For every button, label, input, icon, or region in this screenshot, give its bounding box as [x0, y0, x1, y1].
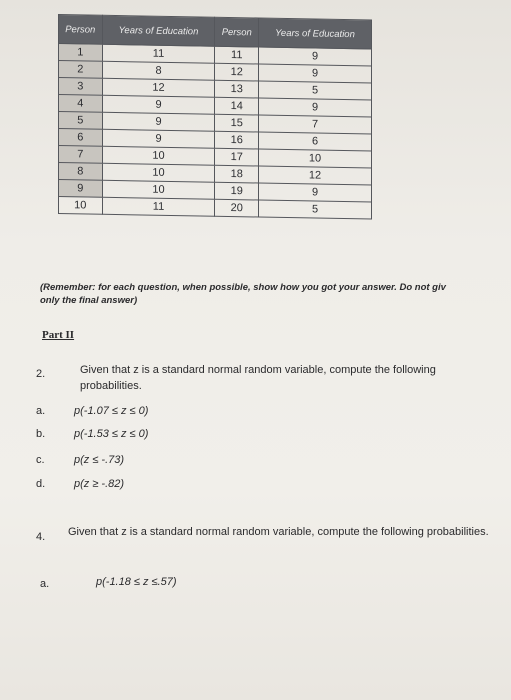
years-cell: 9	[259, 98, 372, 117]
years-cell: 5	[259, 200, 372, 219]
question-2a-expression: p(-1.07 ≤ z ≤ 0)	[74, 405, 149, 417]
years-cell: 8	[102, 61, 215, 80]
years-cell: 9	[259, 47, 372, 66]
header-person-1: Person	[59, 15, 103, 45]
question-2b-expression: p(-1.53 ≤ z ≤ 0)	[74, 428, 149, 440]
person-cell: 4	[59, 95, 103, 113]
person-cell: 18	[215, 165, 259, 183]
years-cell: 9	[102, 95, 215, 114]
person-cell: 8	[59, 163, 103, 181]
person-cell: 16	[215, 131, 259, 149]
question-2d-expression: p(z ≥ -.82)	[74, 478, 125, 490]
person-cell: 17	[215, 148, 259, 166]
person-cell: 20	[215, 199, 259, 217]
instruction-note	[40, 281, 510, 307]
years-cell: 9	[259, 64, 372, 83]
person-cell: 12	[215, 63, 259, 81]
person-cell: 10	[59, 197, 103, 215]
question-4a-expression: p(-1.18 ≤ z ≤.57)	[96, 576, 177, 588]
question-2a-label: a.	[36, 405, 46, 417]
header-person-2: Person	[215, 17, 259, 47]
person-cell: 2	[59, 61, 103, 79]
instruction-line-1: (Remember: for each question, when possible, show how you got your answer. Do not giv	[40, 282, 446, 293]
table-body	[59, 44, 372, 219]
question-2b-label: b.	[36, 428, 46, 440]
years-cell: 12	[259, 166, 372, 185]
person-cell: 7	[59, 146, 103, 164]
years-cell: 10	[102, 180, 215, 199]
person-cell: 13	[215, 80, 259, 98]
part-label: Part II	[42, 329, 75, 341]
question-4-number: 4.	[36, 531, 46, 543]
question-2d-label: d.	[36, 478, 46, 490]
years-cell: 10	[102, 163, 215, 182]
person-cell: 15	[215, 114, 259, 132]
years-cell: 7	[259, 115, 372, 134]
years-cell: 10	[102, 146, 215, 165]
years-cell: 9	[102, 129, 215, 148]
years-cell: 11	[102, 44, 215, 63]
years-cell: 9	[102, 112, 215, 131]
question-2c-label: c.	[36, 454, 45, 466]
question-2c-expression: p(z ≤ -.73)	[74, 454, 125, 466]
years-cell: 5	[259, 81, 372, 100]
person-cell: 14	[215, 97, 259, 115]
person-cell: 9	[59, 180, 103, 198]
question-2-text: Given that z is a standard normal random variable, compute the following probabilities.	[80, 364, 436, 392]
person-cell: 1	[59, 44, 103, 62]
years-cell: 10	[259, 149, 372, 168]
header-years-2: Years of Education	[259, 18, 372, 49]
years-cell: 6	[259, 132, 372, 151]
question-4a-label: a.	[40, 578, 50, 590]
years-cell: 12	[102, 78, 215, 97]
person-cell: 6	[59, 129, 103, 147]
person-cell: 3	[59, 78, 103, 96]
instruction-line-2: only the final answer)	[40, 295, 138, 306]
question-2-number: 2.	[36, 368, 46, 380]
person-cell: 11	[215, 46, 259, 64]
years-cell: 11	[102, 197, 215, 216]
years-cell: 9	[259, 183, 372, 202]
education-table	[58, 14, 372, 219]
header-years-1: Years of Education	[102, 15, 215, 46]
person-cell: 19	[215, 182, 259, 200]
question-4-text: Given that z is a standard normal random variable, compute the following probabilities.	[68, 526, 489, 538]
person-cell: 5	[59, 112, 103, 130]
